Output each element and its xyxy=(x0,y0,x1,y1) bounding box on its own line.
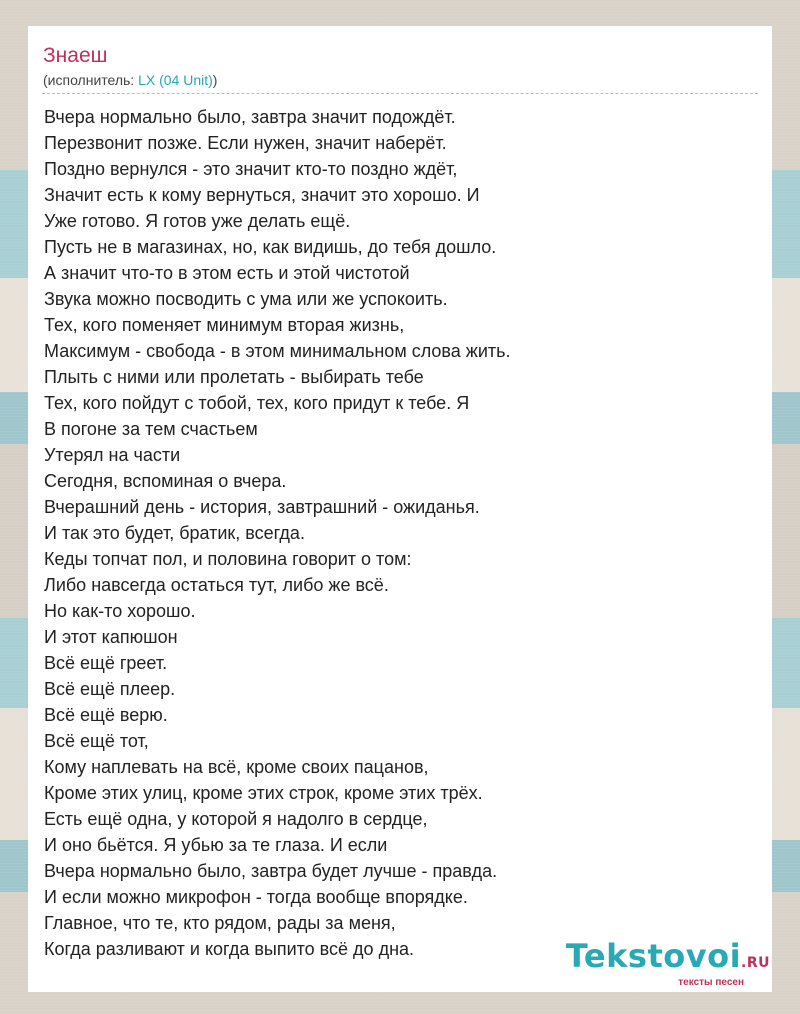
logo-tld: .RU xyxy=(741,955,770,971)
logo-main-text: Tekstovoi xyxy=(565,937,742,975)
lyric-line: Вчерашний день - история, завтрашний - ожиданья. xyxy=(44,497,480,517)
lyric-line: Тех, кого поменяет минимум вторая жизнь, xyxy=(44,315,405,335)
lyrics-card xyxy=(28,26,772,992)
lyrics-body xyxy=(42,104,758,962)
lyric-line: Всё ещё греет. xyxy=(44,653,168,673)
lyric-line: Плыть с ними или пролетать - выбирать тебе xyxy=(44,367,424,387)
lyric-line: Кеды топчат пол, и половина говорит о том: xyxy=(44,549,412,569)
lyric-line: И так это будет, братик, всегда. xyxy=(44,523,305,543)
logo-tagline: тексты песен xyxy=(678,977,744,988)
lyric-line: Вчера нормально было, завтра будет лучше - правда. xyxy=(44,861,498,881)
lyric-line: Всё ещё тот, xyxy=(44,731,149,751)
title-divider xyxy=(42,93,758,94)
lyric-line: Уже готово. Я готов уже делать ещё. xyxy=(44,211,351,231)
lyric-line: И если можно микрофон - тогда вообще впорядке. xyxy=(44,887,468,907)
lyric-line: И этот капюшон xyxy=(44,627,178,647)
lyric-line: Значит есть к кому вернуться, значит это хорошо. И xyxy=(44,185,480,205)
artist-link[interactable]: LX (04 Unit) xyxy=(138,72,213,88)
lyric-line: Вчера нормально было, завтра значит подождёт. xyxy=(44,107,456,127)
lyric-line: Всё ещё верю. xyxy=(44,705,168,725)
artist-line xyxy=(43,70,758,90)
lyric-line: Поздно вернулся - это значит кто-то поздно ждёт, xyxy=(44,159,458,179)
lyric-line: Перезвонит позже. Если нужен, значит наберёт. xyxy=(44,133,447,153)
lyric-line: В погоне за тем счастьем xyxy=(44,419,258,439)
lyric-line: Тех, кого пойдут с тобой, тех, кого придут к тебе. Я xyxy=(44,393,470,413)
lyric-line: И оно бьётся. Я убью за те глаза. И если xyxy=(44,835,388,855)
lyric-line: Но как-то хорошо. xyxy=(44,601,196,621)
artist-prefix: (исполнитель: xyxy=(43,72,139,88)
artist-suffix: ) xyxy=(212,72,218,88)
song-title: Знаеш xyxy=(43,44,108,67)
logo-wordmark xyxy=(566,939,770,980)
lyric-line: Есть ещё одна, у которой я надолго в сердце, xyxy=(44,809,428,829)
lyric-line: Либо навсегда остаться тут, либо же всё. xyxy=(44,575,389,595)
lyric-line: Утерял на части xyxy=(44,445,181,465)
lyric-line: Пусть не в магазинах, но, как видишь, до тебя дошло. xyxy=(44,237,497,257)
lyric-line: Всё ещё плеер. xyxy=(44,679,176,699)
lyric-line: А значит что-то в этом есть и этой чистотой xyxy=(44,263,410,283)
lyric-line: Максимум - свобода - в этом минимальном слова жить. xyxy=(44,341,511,361)
lyric-line: Кому наплевать на всё, кроме своих пацанов, xyxy=(44,757,429,777)
lyric-line: Главное, что те, кто рядом, рады за меня, xyxy=(44,913,396,933)
lyric-line: Звука можно посводить с ума или же успокоить. xyxy=(44,289,448,309)
lyric-line: Когда разливают и когда выпито всё до дна. xyxy=(44,939,415,959)
site-logo[interactable] xyxy=(566,939,770,988)
lyric-line: Кроме этих улиц, кроме этих строк, кроме этих трёх. xyxy=(44,783,483,803)
lyric-line: Сегодня, вспоминая о вчера. xyxy=(44,471,287,491)
